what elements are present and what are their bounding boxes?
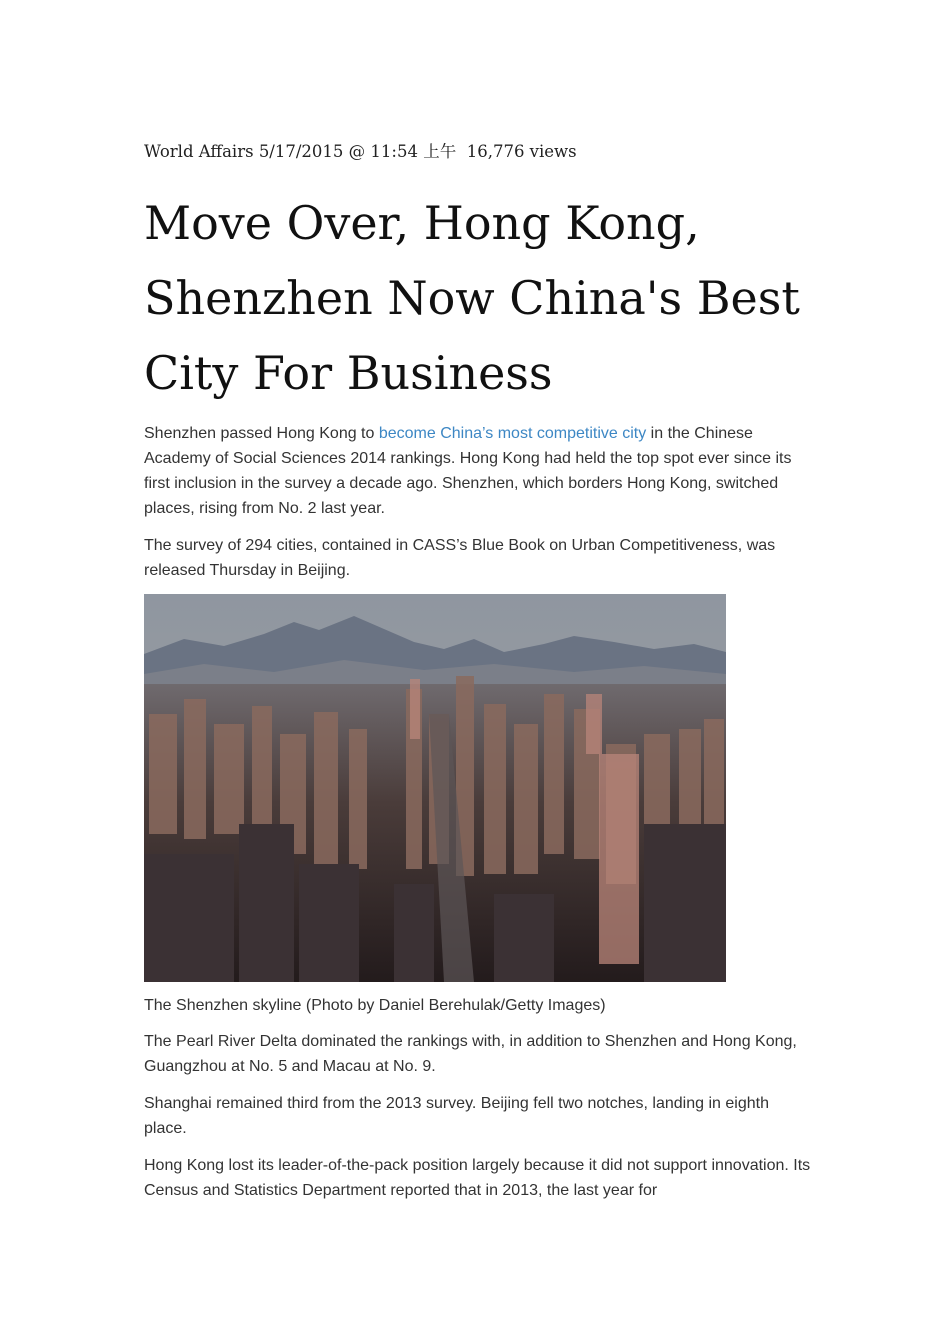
- image-caption: The Shenzhen skyline (Photo by Daniel Berehulak/Getty Images): [144, 997, 606, 1014]
- article-views: 16,776 views: [466, 142, 577, 161]
- article-paragraph-3: The Pearl River Delta dominated the rankings with, in addition to Shenzhen and Hong Kong, Guangzhou at No. 5 and Macau at No. 9.: [144, 1033, 797, 1075]
- article-category[interactable]: World Affairs: [144, 142, 254, 161]
- article-paragraph-1: [144, 421, 814, 521]
- paragraph-text: Shenzhen passed Hong Kong to: [144, 425, 379, 442]
- shenzhen-skyline-photo: [144, 594, 726, 982]
- article-title: Move Over, Hong Kong, Shenzhen Now China's Best City For Business: [144, 196, 800, 400]
- article-meta: [144, 138, 577, 162]
- article-paragraph-5: Hong Kong lost its leader-of-the-pack position largely because it did not support innovation. Its Census and Statistics Department reported that in 2013, the last year for: [144, 1157, 811, 1199]
- competitive-city-link[interactable]: become China’s most competitive city: [378, 425, 647, 442]
- article-datetime: 5/17/2015 @ 11:54 上午: [258, 142, 457, 161]
- paragraph-text: in the Chinese Academy of Social Sciences 2014 rankings. Hong Kong had held the top spot ever since its first inclusion in the survey a decade ago. Shenzhen, which borders Hong Kong, switched places, rising from No. 2 last year.: [144, 425, 792, 517]
- article-paragraph-4: Shanghai remained third from the 2013 survey. Beijing fell two notches, landing in eighth place.: [144, 1095, 769, 1137]
- article-paragraph-2: The survey of 294 cities, contained in CASS’s Blue Book on Urban Competitiveness, was released Thursday in Beijing.: [144, 537, 776, 579]
